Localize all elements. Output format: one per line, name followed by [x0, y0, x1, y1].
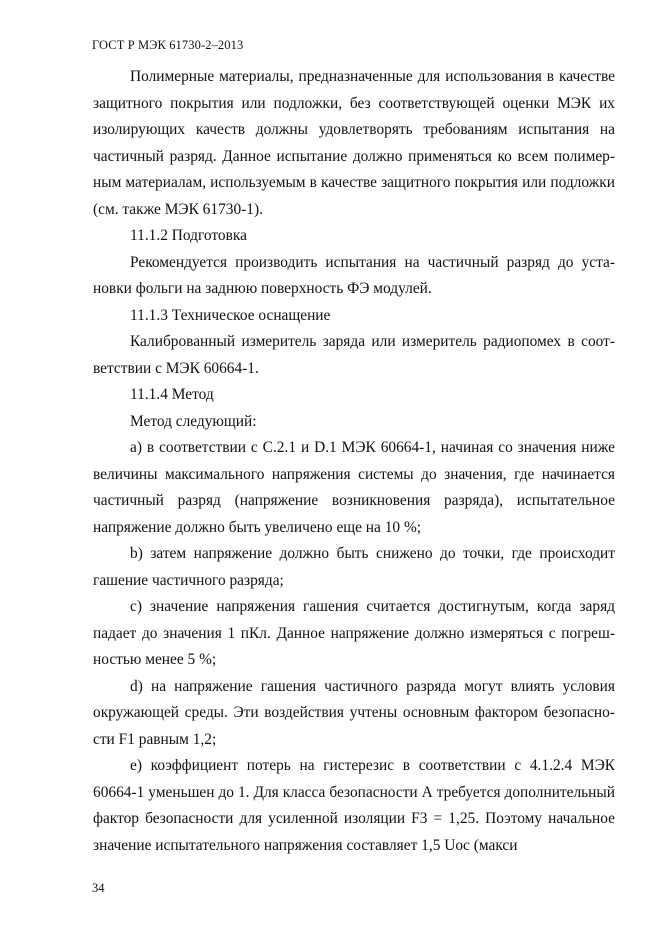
paragraph-equipment: Калиброванный измеритель заряда или измеритель радиопомех в соответствии с МЭК 60664-1.	[93, 333, 615, 377]
document-body	[93, 64, 615, 859]
list-item-d: d) на напряжение гашения частичного разряда могут влиять условия окружающей среды. Эти воздействия учтены основным фактором безопасности F1 равным 1,2;	[93, 677, 615, 748]
page-number: 34	[92, 881, 105, 895]
document-header-code: ГОСТ Р МЭК 61730-2–2013	[92, 38, 244, 52]
list-item-b: b) затем напряжение должно быть снижено до точки, где происходит гашение частичного разряда;	[93, 545, 615, 589]
paragraph-preparation: Рекомендуется производить испытания на частичный разряд до установки фольги на заднюю поверхность ФЭ модулей.	[93, 253, 615, 297]
list-item-e: e) коэффициент потерь на гистерезис в соответствии с 4.1.2.4 МЭК 60664-1 уменьшен до 1. Для класса безопасности А требуется дополнительный фактор безопасности для усиленной изоляции F3 = 1,25. Поэтому начальное значение испытательного напряжения составляет 1,5 Uoc (макси	[93, 757, 615, 854]
section-heading-11-1-4: 11.1.4 Метод	[130, 386, 214, 403]
paragraph-method-intro: Метод следующий:	[130, 412, 257, 430]
section-heading-11-1-2: 11.1.2 Подготовка	[130, 227, 247, 244]
list-item-c: c) значение напряжения гашения считается достигнутым, когда заряд падает до значения 1 пКл. Данное напряжение должно измеряться с погрешностью менее 5 %;	[93, 598, 615, 668]
list-item-a: a) в соответствии с С.2.1 и D.1 МЭК 60664-1, начиная со значения ниже величины максимального напряжения системы до значения, где начинается частичный разряд (напряжение возникновения разряда), испытательное напряжение должно быть увеличено еще на 10 %;	[93, 439, 615, 536]
section-heading-11-1-3: 11.1.3 Техническое оснащение	[130, 306, 331, 324]
paragraph-polymer-materials: Полимерные материалы, предназначенные для использования в качестве защитного покрытия или подложки, без соответствующей оценки МЭК их изолирующих качеств должны удовлетворять требованиям испытания на частичный разряд. Данное испытание должно применяться ко всем полимерным материалам, используемым в качестве защитного покрытия или подложки (см. также МЭК 61730-1).	[93, 68, 615, 218]
